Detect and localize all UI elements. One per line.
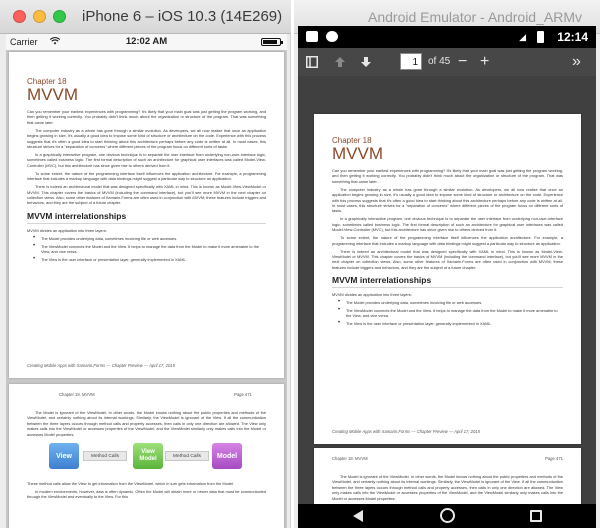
zoom-window-button[interactable] [53,10,66,23]
minimize-window-button[interactable] [33,10,46,23]
bullet-list [27,236,266,262]
bullet-item: • The Model provides underlying data, sometimes involving file or web accesses. [33,236,266,241]
bullet-item: • The ViewModel connects the Model and the View. It helps to manage the data from the Model to make it more amenable to the View, and vice versa. [338,308,563,319]
page-header-chapter: Chapter 18. MVVM [59,392,95,397]
window-title: iPhone 6 – iOS 10.3 (14E269) [82,8,283,25]
section-title: MVVM interrelationships [27,211,266,224]
ios-status-bar [6,34,287,50]
recent-apps-icon[interactable] [530,510,542,522]
page-header-chapter: Chapter 18. MVVM [332,456,368,461]
battery-icon [537,31,544,43]
page-footer: Creating Mobile Apps with Xamarin.Forms — Chapter Preview — April 17, 2015 [27,363,175,368]
bullet-item: • The View is the user interface or presentation layer, generally implemented in XAML. [33,257,266,262]
diagram-method-calls: Method Calls [83,451,127,461]
page-header-number: Page 471 [234,392,252,397]
document-page-1 [314,114,581,444]
paragraph: To some extent, the nature of the programming interface itself influences the application architecture. For example, a programming interface that includes a markup language with data bindings might suggest a particular way to structure an application. [27,170,266,182]
ios-document-viewer[interactable] [6,50,287,528]
android-icon [326,31,338,42]
battery-icon [261,38,281,46]
document-page-2 [314,448,581,504]
chapter-label: Chapter 18 [27,77,67,86]
paragraph: The Model is ignorant of the ViewModel. In other words, the Model knows nothing about the public properties and methods of the ViewModel, and certainly nothing about its internal workings. Similarly, the ViewModel is ignorant of the View. If all the communication between the three layers occurs through method calls and property accesses, then calls in only one direction are allowed. The View only makes calls into the ViewModel or accesses properties of the ViewModel, and the ViewModel similarly only makes calls into the Model or accesses Model properties: [332,474,563,501]
paragraph: To some extent, the nature of the programming interface itself influences the application architecture. For example, a programming interface that includes a markup language with data bindings might suggest a particular way to structure an application. [332,235,563,246]
page-count-label: of 45 [428,56,451,67]
page-number-input[interactable] [400,53,422,70]
android-status-bar [298,26,596,48]
paragraph: In a graphically interactive program, one obvious technique is to separate the user interface from underlying non-user-interface logic, sometimes called business logic. The first formal description of such an architecture for graphical user interfaces was called Model-View-Controller (MVC), but this architecture has since given rise to others derived from it. [332,216,563,233]
section-title: MVVM interrelationships [332,275,563,288]
ios-title-bar [0,0,291,34]
paragraph: There is indeed an architectural model that was designed specifically with XAML in mind. This is known as Model-View-ViewModel or MVVM. This chapter covers the basics of MVVM (including the command interface), but you'll see more MVVM in the next chapter on collection views. Also, some other features of Xamarin.Forms are often used in conjunction with MVVM; these features include triggers and behaviors, and they are the subject of a future chapter. [332,248,563,270]
diagram-model-box: Model [212,443,242,469]
paragraph: Can you remember your earliest experiences with programming? It's likely that your main goal was just getting the program working, and then getting it working correctly. You probably didn't think much about the organization or structure of the program. That was something that came later. [27,109,266,125]
paragraph: These method calls allow the View to get information from the ViewModel, which in turn gets information from the Model. [27,481,235,487]
bullet-item: • The Model provides underlying data, sometimes involving file or web accesses. [338,300,563,305]
android-emulator-window [294,0,600,528]
section-intro: MVVM divides an application into three layers: [332,292,412,298]
close-window-button[interactable] [13,10,26,23]
sidebar-toggle-icon[interactable] [306,53,318,71]
page-footer: Creating Mobile Apps with Xamarin.Forms — Chapter Preview — April 17, 2015 [332,429,480,434]
android-navigation-bar [298,504,596,528]
paragraph: The Model is ignorant of the ViewModel. In other words, the Model knows nothing about the public properties and methods of the ViewModel, and certainly nothing about its internal workings. Similarly, the ViewModel is ignorant of the View. If all the communication between the three layers occurs through method calls and property accesses, then calls in only one direction are allowed. The View only makes calls into the ViewModel or accesses properties of the ViewModel, and the ViewModel similarly only makes calls into the Model or accesses Model properties: [27,410,266,437]
paragraph: In modern environments, however, data is often dynamic. Often the Model will obtain more or newer data that must be communicated through the ViewModel and eventually to the View. For this [27,489,266,500]
status-time: 12:14 [557,30,588,44]
home-icon[interactable] [440,508,455,523]
android-document-viewer[interactable] [298,76,596,504]
status-time: 12:02 AM [125,36,168,47]
page-header-number: Page 471 [545,456,563,461]
bullet-item: • The ViewModel connects the Model and the View. It helps to manage the data from the Model to make it more amenable to the View, and vice versa. [33,244,266,255]
bullet-list [332,300,563,326]
chapter-title: MVVM [332,144,383,163]
next-page-icon[interactable] [360,53,372,71]
document-page-2 [9,384,284,528]
more-tools-button[interactable]: » [572,53,581,70]
diagram-viewmodel-box: View Model [133,443,163,469]
paragraph: Can you remember your earliest experiences with programming? It's likely that your main goal was just getting the program working, and then getting it working correctly. You probably didn't think much about the organization or structure of the program. That was something that came later. [332,168,563,184]
diagram-view-box: View [49,443,79,469]
document-page-1 [9,52,284,378]
paragraph: In a graphically interactive program, one obvious technique is to separate the user interface from underlying non-user-interface logic, sometimes called business logic. The first formal description of such an architecture for graphical user interfaces was called Model-View-Controller (MVC), but this architecture has since given rise to others derived from it. [27,152,266,168]
window-title: Android Emulator - Android_ARMv [368,9,582,25]
zoom-out-button[interactable]: − [458,53,468,70]
mvvm-diagram [49,441,266,475]
android-screen [298,26,596,528]
diagram-method-calls: Method Calls [165,451,209,461]
previous-page-icon[interactable] [334,53,346,71]
chapter-label: Chapter 18 [332,136,372,145]
paragraph: The computer industry as a whole has gone through a similar evolution. As developers, we all now realize that once an application begins growing in size, it's usually a good idea to impose some kind of structure or architecture on the code. Experience with this process suggests that it's often a good idea to start thinking about this architecture perhaps before any code is written at all. In most cases, this structure strives for a "separation of concerns" where different pieces of the program focus on different sorts of tasks. [27,127,266,150]
pdf-toolbar [298,48,596,76]
back-icon[interactable] [353,510,363,522]
bullet-item: • The View is the user interface or presentation layer, generally implemented in XAML. [338,321,563,326]
section-intro: MVVM divides an application into three layers: [27,227,107,233]
paragraph: The computer industry as a whole has gone through a similar evolution. As developers, we all now realize that once an application begins growing in size, it's usually a good idea to impose some kind of structure or architecture on the code. Experience with this process suggests that it's often a good idea to start thinking about this architecture perhaps before any code is written at all. In most cases, this structure strives for a "separation of concerns" where different pieces of the program focus on different sorts of tasks. [332,186,563,214]
notification-icon [306,31,318,42]
chapter-title: MVVM [27,85,78,104]
zoom-in-button[interactable]: + [480,53,490,70]
paragraph: There is indeed an architectural model that was designed specifically with XAML in mind. This is known as Model-View-ViewModel or MVVM. This chapter covers the basics of MVVM (including the command interface), but you'll see more MVVM in the next chapter on collection views. Also, some other features of Xamarin.Forms are often used in conjunction with MVVM; these features include triggers and behaviors, and they are the subject of a future chapter. [27,184,266,206]
carrier-label: Carrier [10,37,38,47]
ios-simulator-window [0,0,291,528]
signal-icon: ◢ [519,32,526,42]
